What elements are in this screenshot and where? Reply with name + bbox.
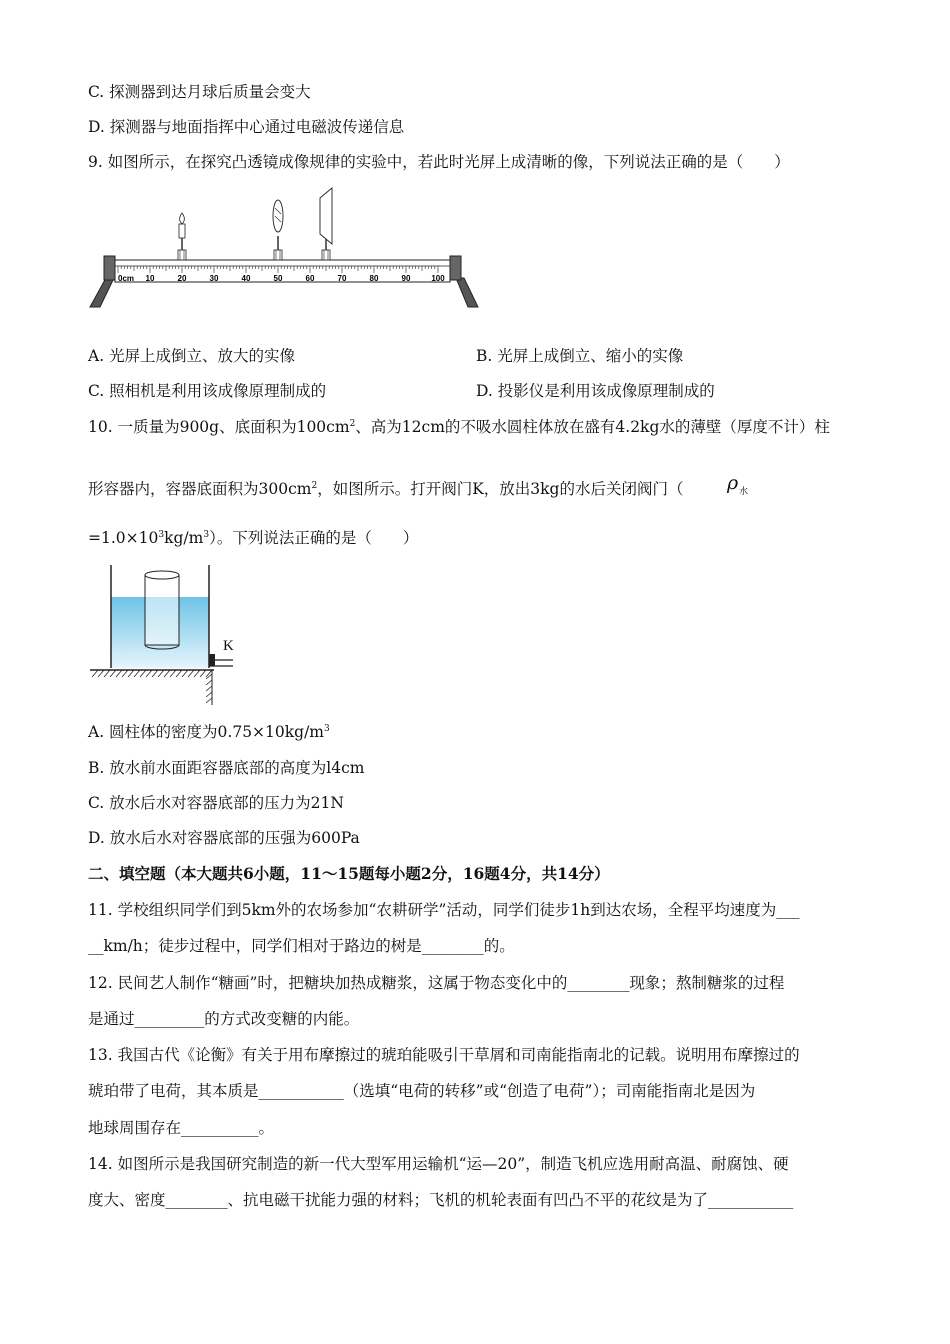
q10-option-b: B. 放水前水面距容器底部的高度为l4cm xyxy=(88,759,365,777)
ruler-label: 20 xyxy=(177,274,187,283)
q10-option-a: A. 圆柱体的密度为$0.75\times 10kg/m^3$ xyxy=(88,723,330,741)
rho-symbol: ρ xyxy=(727,472,739,494)
q12-line1: 12. 民间艺人制作“糖画”时，把糖块加热成糖浆，这属于物态变化中的________现象；熬制糖浆的过程 xyxy=(88,974,785,992)
q10-stem-line3: $=1.0\times 10^3kg/m^3$）。下列说法正确的是（ ） xyxy=(88,529,419,547)
q9-stem: 9. 如图所示，在探究凸透镜成像规律的实验中，若此时光屏上成清晰的像，下列说法正确的是（ ） xyxy=(88,153,790,171)
candle xyxy=(179,213,185,238)
q8-option-c: C. 探测器到达月球后质量会变大 xyxy=(88,83,311,101)
ruler-label-0cm: 0cm xyxy=(118,274,135,283)
candle-holder xyxy=(178,236,186,260)
ruler-label: 10 xyxy=(145,274,155,283)
valve-label: K xyxy=(223,638,234,654)
valve-k xyxy=(209,654,233,705)
ruler-label: 60 xyxy=(305,274,315,283)
q9-option-a: A. 光屏上成倒立、放大的实像 xyxy=(88,347,296,365)
bench-rail xyxy=(115,260,450,282)
lens-holder xyxy=(274,236,282,260)
cylinder xyxy=(145,571,179,649)
bench-left-leg xyxy=(90,278,114,307)
ruler-label: 40 xyxy=(241,274,251,283)
ruler-label: 90 xyxy=(401,274,411,283)
optical-bench-figure xyxy=(88,180,488,315)
bench-right-leg xyxy=(456,278,478,307)
ruler-label: 100 xyxy=(431,274,445,283)
rho-subscript: 水 xyxy=(739,487,749,497)
q10-stem-line2: 形容器内，容器底面积为$300cm^2$，如图所示。打开阀门K，放出3kg的水后关闭阀门（ xyxy=(88,480,684,498)
bench-right-end xyxy=(450,256,461,280)
q12-line2: 是通过_________的方式改变糖的内能。 xyxy=(88,1010,360,1028)
q8-option-d: D. 探测器与地面指挥中心通过电磁波传递信息 xyxy=(88,118,405,136)
bench-left-end xyxy=(104,256,115,280)
q11-line1: 11. 学校组织同学们到5km外的农场参加“农耕研学”活动，同学们徒步1h到达农场，全程平均速度为___ xyxy=(88,901,800,919)
convex-lens xyxy=(273,200,283,232)
q9-option-b: B. 光屏上成倒立、缩小的实像 xyxy=(476,347,684,365)
q13-line3: 地球周围存在__________。 xyxy=(88,1119,275,1137)
q14-line1: 14. 如图所示是我国研究制造的新一代大型军用运输机“运—20”，制造飞机应选用耐高温、耐腐蚀、硬 xyxy=(88,1155,789,1173)
ruler-label: 80 xyxy=(369,274,379,283)
ruler-label: 50 xyxy=(273,274,283,283)
q9-option-c: C. 照相机是利用该成像原理制成的 xyxy=(88,382,327,400)
section2-heading: 二、填空题（本大题共6小题，11～15题每小题2分，16题4分，共14分） xyxy=(88,864,610,883)
q10-stem-line1: 10. 一质量为900g、底面积为$100cm^2$、高为12cm的不吸水圆柱体放在盛有4.2kg水的薄壁（厚度不计）柱 xyxy=(88,418,830,436)
q13-line2: 琥珀带了电荷，其本质是___________（选填“电荷的转移”或“创造了电荷”）；司南能指南北是因为 xyxy=(88,1082,756,1100)
q9-option-d: D. 投影仪是利用该成像原理制成的 xyxy=(476,382,715,400)
q14-line2: 度大、密度________、抗电磁干扰能力强的材料；飞机的机轮表面有凹凸不平的花纹是为了___________ xyxy=(88,1191,794,1209)
q10-option-d: D. 放水后水对容器底部的压强为600Pa xyxy=(88,829,360,847)
q13-line1: 13. 我国古代《论衡》有关于用布摩擦过的琥珀能吸引干草屑和司南能指南北的记载。说明用布摩擦过的 xyxy=(88,1046,800,1064)
q10-option-c: C. 放水后水对容器底部的压力为21N xyxy=(88,794,344,812)
light-screen xyxy=(320,188,332,244)
container-figure xyxy=(88,560,248,710)
ruler-label: 70 xyxy=(337,274,347,283)
q11-line2: __km/h；徒步过程中，同学们相对于路边的树是________的。 xyxy=(88,937,515,955)
ruler-label: 30 xyxy=(209,274,219,283)
